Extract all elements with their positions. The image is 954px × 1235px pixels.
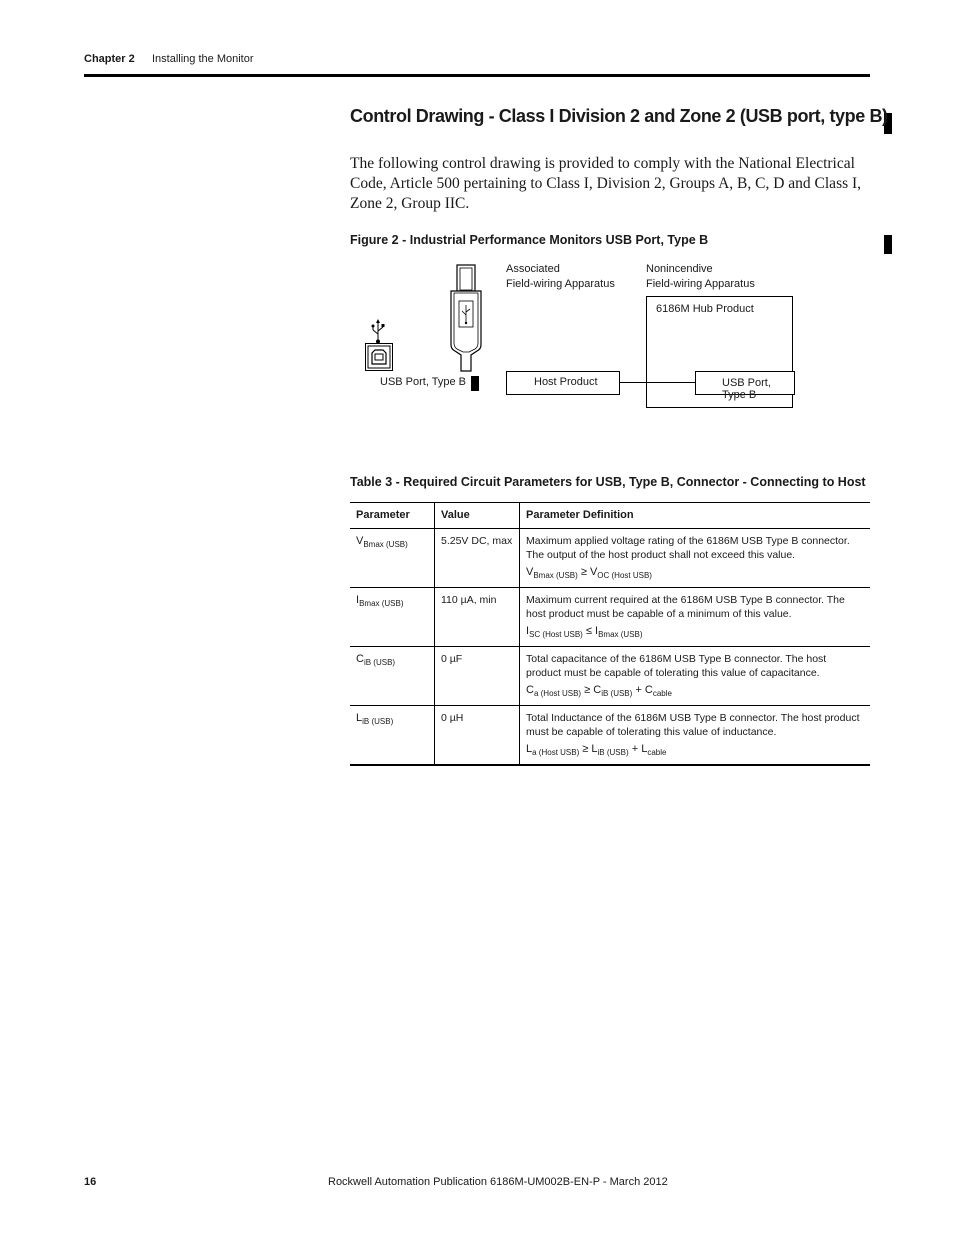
param-subscript: Bmax (USB) [363, 540, 408, 550]
nonincendive-label [646, 262, 755, 292]
formula-term: L [591, 743, 598, 756]
param-symbol: I [356, 594, 360, 607]
formula [526, 683, 864, 701]
table-row [350, 647, 870, 706]
formula [526, 565, 864, 583]
formula-term: C [526, 684, 534, 697]
section-title: Control Drawing - Class I Division 2 and Zone 2 (USB port, type B) [350, 106, 888, 126]
formula-subscript: SC (Host USB) [529, 630, 583, 640]
formula-subscript: cable [647, 748, 667, 758]
param-subscript: iB (USB) [363, 658, 396, 668]
formula-term: V [526, 566, 534, 578]
connector-marker [471, 376, 479, 391]
change-bar [884, 235, 892, 254]
host-product-label: Host Product [534, 376, 598, 388]
associated-label-line1: Associated [506, 263, 560, 275]
param-cell [350, 647, 435, 706]
definition-cell [520, 706, 871, 766]
formula [526, 742, 864, 760]
table-caption: Table 3 - Required Circuit Parameters for USB, Type B, Connector - Connecting to Host [350, 475, 866, 489]
nonincendive-label-line2: Field-wiring Apparatus [646, 278, 755, 290]
formula-term: I [526, 625, 530, 638]
nonincendive-label-line1: Nonincendive [646, 263, 713, 275]
usb-plug-icon [448, 263, 484, 373]
formula-subscript: cable [652, 689, 672, 699]
table-row [350, 706, 870, 766]
chapter-label: Chapter 2 [84, 53, 135, 65]
circuit-parameters-table [350, 502, 870, 766]
definition-cell [520, 588, 871, 647]
definition-cell [520, 529, 871, 588]
chapter-title: Installing the Monitor [152, 53, 254, 65]
intro-paragraph: The following control drawing is provided to comply with the National Electrical Code, Article 500 pertaining to Class I, Division 2, Groups A, B, C, D and Class I, Zone 2, Group IIC. [350, 155, 862, 212]
header-definition: Parameter Definition [520, 503, 871, 529]
formula-subscript: iB (USB) [597, 748, 629, 758]
definition-text: Total capacitance of the 6186M USB Type B connector. The host product must be capable of tolerating this value of capacitance. [526, 653, 827, 680]
usb-symbol-icon [368, 318, 388, 344]
host-product-box [506, 371, 620, 395]
value-cell: 0 µF [435, 647, 520, 706]
formula-subscript: Bmax (USB) [598, 630, 643, 640]
formula-term: C [593, 684, 602, 697]
formula-operator: ≥ [579, 743, 592, 756]
table-header-row [350, 503, 870, 529]
formula-operator: ≥ [581, 684, 594, 697]
definition-text: Total Inductance of the 6186M USB Type B connector. The host product must be capable of tolerating this value of inductance. [526, 712, 860, 739]
definition-text: Maximum current required at the 6186M USB Type B connector. The host product must be capable of a minimum of this value. [526, 594, 845, 621]
header-rule [84, 74, 870, 77]
table-row [350, 588, 870, 647]
usb-port-right-label: USB Port, Type B [722, 377, 771, 401]
formula-term: I [595, 625, 599, 638]
param-cell [350, 529, 435, 588]
formula-subscript: OC (Host USB) [597, 571, 652, 581]
value-cell: 5.25V DC, max [435, 529, 520, 588]
formula-term: L [641, 743, 648, 756]
figure-caption: Figure 2 - Industrial Performance Monitors USB Port, Type B [350, 233, 709, 247]
formula-operator: + [632, 684, 645, 697]
associated-label-line2: Field-wiring Apparatus [506, 278, 615, 290]
formula [526, 624, 864, 642]
definition-text: Maximum applied voltage rating of the 6186M USB Type B connector. The output of the host product shall not exceed this value. [526, 535, 850, 561]
header-value: Value [435, 503, 520, 529]
value-cell: 110 µA, min [435, 588, 520, 647]
formula-subscript: a (Host USB) [532, 748, 580, 758]
param-cell [350, 588, 435, 647]
hub-product-label: 6186M Hub Product [656, 303, 754, 315]
formula-term: V [589, 566, 598, 578]
page-number: 16 [84, 1176, 97, 1188]
associated-label [506, 262, 615, 292]
header-parameter: Parameter [350, 503, 435, 529]
formula-operator: ≥ [577, 566, 590, 578]
param-subscript: Bmax (USB) [359, 599, 404, 609]
param-symbol: V [356, 535, 364, 547]
formula-operator: + [628, 743, 642, 756]
formula-operator: ≤ [582, 625, 596, 638]
definition-cell [520, 647, 871, 706]
param-subscript: iB (USB) [362, 717, 394, 727]
formula-subscript: iB (USB) [601, 689, 633, 699]
connection-line [619, 382, 696, 383]
usb-port-left-label: USB Port, Type B [380, 376, 467, 388]
param-symbol: L [356, 712, 363, 725]
param-symbol: C [356, 653, 364, 666]
formula-subscript: Bmax (USB) [533, 571, 578, 581]
formula-term: L [526, 743, 533, 756]
publication-info: Rockwell Automation Publication 6186M-UM002B-EN-P - March 2012 [328, 1176, 668, 1188]
usb-port-type-b-icon [365, 343, 393, 371]
formula-term: C [644, 684, 653, 697]
value-cell: 0 µH [435, 706, 520, 766]
table-row [350, 529, 870, 588]
usb-port-right-box [695, 371, 795, 401]
formula-subscript: a (Host USB) [533, 689, 582, 699]
param-cell [350, 706, 435, 766]
